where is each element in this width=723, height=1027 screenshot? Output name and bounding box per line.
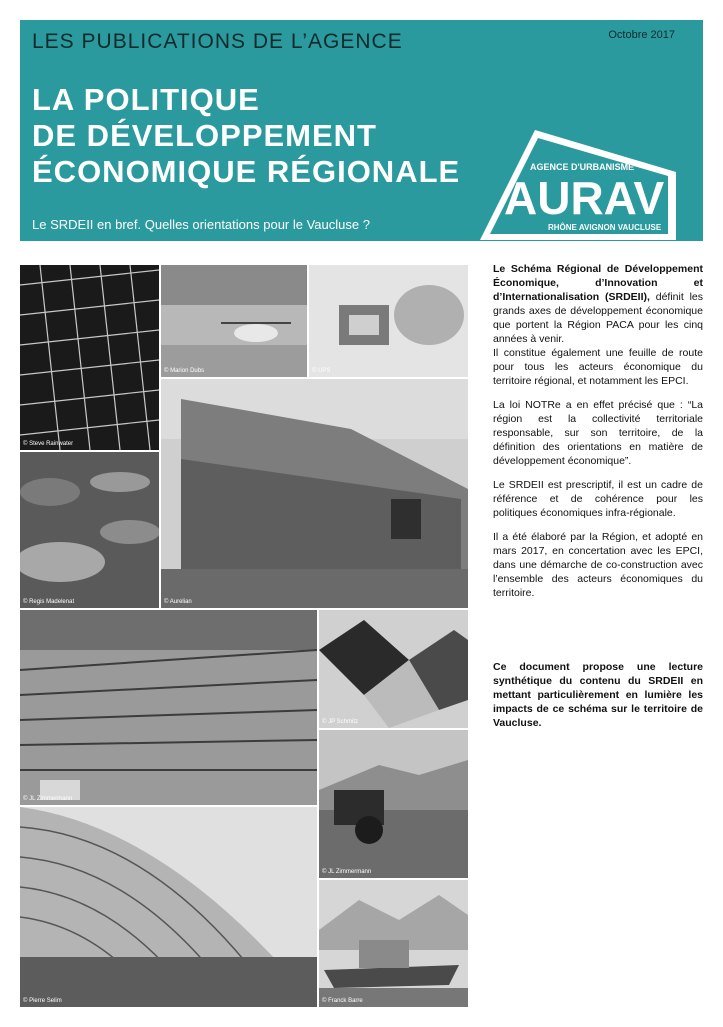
paragraph: [493, 262, 703, 388]
photo-credit: © Pierre Selim: [23, 998, 62, 1004]
photo-solar-panel: [20, 265, 159, 450]
photo-railway-yard: [20, 610, 317, 805]
photo-checker-tiles: [319, 610, 468, 728]
logo-top-text: AGENCE D'URBANISME: [530, 162, 635, 172]
photo-credit: © Marion Dubs: [164, 368, 205, 374]
photo-credit: © UPS: [312, 368, 331, 374]
photo-hands-robot: [309, 265, 468, 377]
publication-series: LES PUBLICATIONS DE L’AGENCE: [32, 30, 403, 53]
photo-market-stall: [20, 452, 159, 608]
photo-helicopter-hangar: [161, 265, 307, 377]
publication-date: Octobre 2017: [608, 29, 675, 41]
intro-text: [493, 262, 703, 610]
photo-historic-square: [161, 379, 468, 608]
logo-name: AURAV: [504, 172, 665, 224]
title-line: LA POLITIQUE: [32, 82, 260, 117]
logo-bottom-text: RHÔNE AVIGNON VAUCLUSE: [548, 223, 662, 232]
paragraph: Le SRDEII est prescriptif, il est un cadre de référence et de cohérence pour les politiques économiques infra-régionale.: [493, 479, 703, 519]
document-subtitle: Le SRDEII en bref. Quelles orientations pour le Vaucluse ?: [32, 217, 370, 232]
aurav-logo: [480, 130, 676, 240]
photo-credit: © Steve Rainwater: [23, 441, 74, 447]
photo-mosaic: [20, 265, 468, 1007]
photo-station-roof: [20, 807, 317, 1007]
photo-credit: © JL Zimmermann: [23, 796, 73, 802]
document-purpose: Ce document propose une lecture synthétique du contenu du SRDEII en mettant particulièrement en lumière les impacts de ce schéma sur le territoire de Vaucluse.: [493, 661, 703, 729]
photo-credit: © JP Schmitz: [322, 719, 358, 725]
paragraph: Il a été élaboré par la Région, et adopté en mars 2017, en concertation avec les EPCI, dans une démarche de co-construction avec l’ensemble des acteurs économiques du territoire.: [493, 531, 703, 599]
photo-credit: © JL Zimmermann: [322, 869, 372, 875]
photo-credit: © Aurelian: [164, 599, 192, 605]
paragraph-text: Il constitue également une feuille de route pour tous les acteurs économique du territoire régional, et notamment les EPCI.: [493, 347, 703, 387]
paragraph: La loi NOTRe a en effet précisé que : “La région est la collectivité territoriale responsable, sur son territoire, de la définition des orientations en matière de développement économique”.: [493, 399, 703, 467]
photo-ship-port: [319, 880, 468, 1007]
title-line: ÉCONOMIQUE RÉGIONALE: [32, 154, 461, 189]
title-line: DE DÉVELOPPEMENT: [32, 118, 377, 153]
paragraph-text: définit les grands axes de développement économique que portent la Région PACA pour les cinq années à venir.: [493, 291, 703, 345]
photo-credit: © Franck Barre: [322, 998, 363, 1004]
header-band: [20, 20, 703, 241]
srdeii-definition: Le Schéma Régional de Développement Économique, d’Innovation et d’Internationalisation (SRDEII),: [493, 263, 703, 303]
document-title: [32, 82, 460, 190]
photo-credit: © Regis Madelenat: [23, 599, 75, 605]
photo-tractor-field: [319, 730, 468, 878]
